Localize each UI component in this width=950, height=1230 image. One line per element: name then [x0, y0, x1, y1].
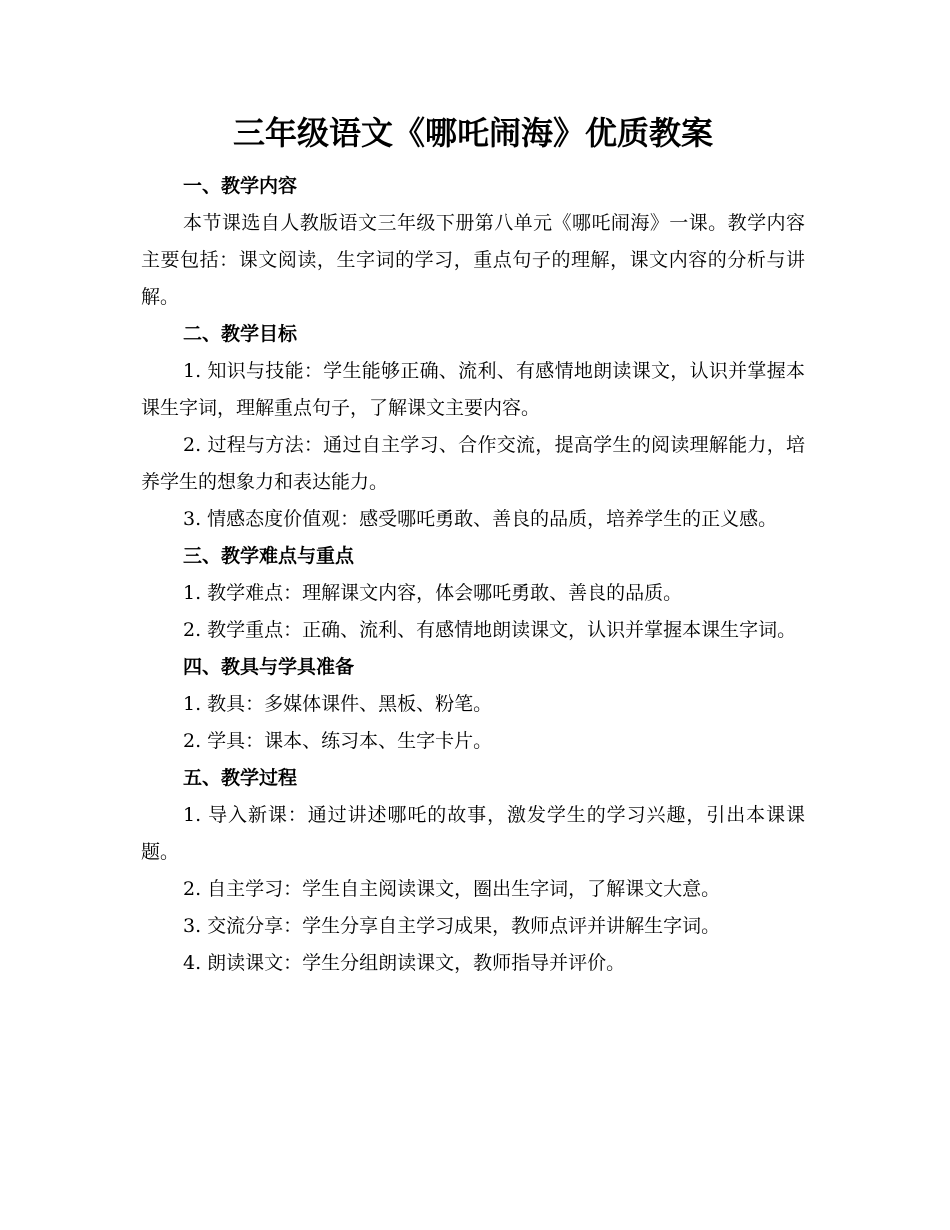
paragraph: 2. 教学重点：正确、流利、有感情地朗读课文，认识并掌握本课生字词。 — [183, 619, 797, 641]
section-heading: 五、教学过程 — [183, 767, 298, 789]
document-title: 三年级语文《哪吒闹海》优质教案 — [232, 114, 713, 152]
paragraph: 2. 过程与方法：通过自主学习、合作交流，提高学生的阅读理解能力，培养学生的想象力和表达能力。 — [141, 434, 805, 493]
paragraph: 3. 情感态度价值观：感受哪吒勇敢、善良的品质，培养学生的正义感。 — [183, 508, 778, 530]
section-difficulties-and-key-points — [141, 538, 805, 649]
section-teaching-process — [141, 760, 805, 982]
section-teaching-content — [141, 168, 805, 316]
section-heading: 二、教学目标 — [183, 323, 298, 345]
section-heading: 四、教具与学具准备 — [183, 656, 355, 678]
section-heading: 三、教学难点与重点 — [183, 545, 355, 567]
paragraph: 1. 知识与技能：学生能够正确、流利、有感情地朗读课文，认识并掌握本课生字词，理解重点句子，了解课文主要内容。 — [141, 360, 805, 419]
section-heading: 一、教学内容 — [183, 175, 298, 197]
document-page — [141, 108, 805, 982]
paragraph: 2. 学具：课本、练习本、生字卡片。 — [183, 730, 493, 752]
paragraph: 2. 自主学习：学生自主阅读课文，圈出生字词，了解课文大意。 — [183, 878, 721, 900]
section-teaching-goals — [141, 316, 805, 538]
paragraph: 1. 教学难点：理解课文内容，体会哪吒勇敢、善良的品质。 — [183, 582, 683, 604]
paragraph: 1. 教具：多媒体课件、黑板、粉笔。 — [183, 693, 493, 715]
paragraph: 本节课选自人教版语文三年级下册第八单元《哪吒闹海》一课。教学内容主要包括：课文阅读，生字词的学习，重点句子的理解，课文内容的分析与讲解。 — [141, 212, 805, 308]
paragraph: 1. 导入新课：通过讲述哪吒的故事，激发学生的学习兴趣，引出本课课题。 — [141, 804, 805, 863]
section-teaching-aids — [141, 649, 805, 760]
paragraph: 4. 朗读课文：学生分组朗读课文，教师指导并评价。 — [183, 952, 626, 974]
paragraph: 3. 交流分享：学生分享自主学习成果，教师点评并讲解生字词。 — [183, 915, 721, 937]
